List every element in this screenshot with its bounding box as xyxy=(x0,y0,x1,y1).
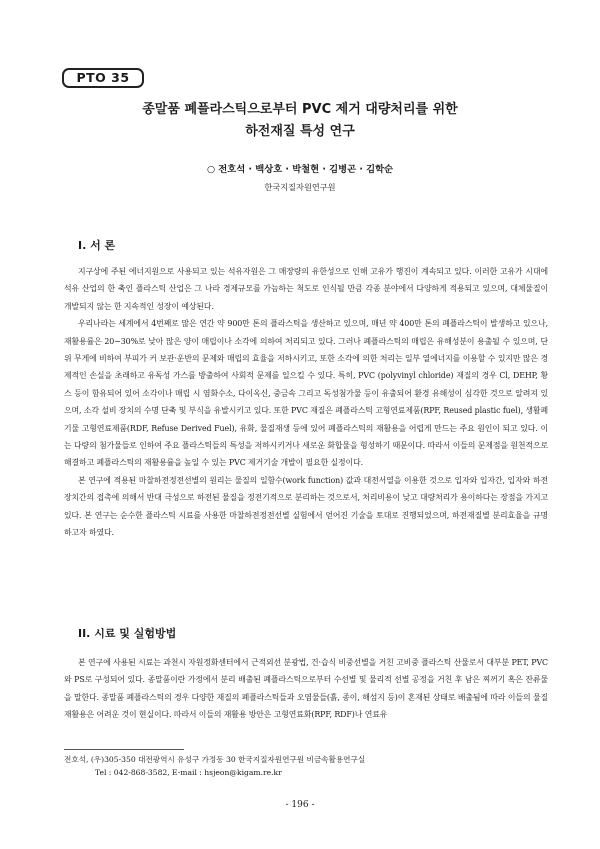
paragraph: 본 연구에 사용된 시료는 과천시 자원정화센터에서 근적외선 분광법, 건·습식 비중선별을 거친 고비중 플라스틱 산물로서 대부분 PET, PVC와 PS로 구성되어 있다. 종말품이란 가정에서 분리 배출된 폐플라스틱으로부터 수선별 및 물리적 선별 공정을 거친 후 남은 찌꺼기 혹은 잔류물을 말한다. 종말품 폐플라스틱의 경우 다양한 재질의 폐플라스틱들과 오염물들(흙, 종이, 해섬지 등)이 혼재된 상태로 배출됨에 따라 이들의 물질 재활용은 어려운 것이 현실이다. 따라서 이들의 재활용 방안은 고형연료화(RPF, RDF)나 연료유 xyxy=(64,658,548,720)
page-number: - 196 - xyxy=(285,800,315,810)
methods-body xyxy=(64,654,548,724)
affiliation: 한국지질자원연구원 xyxy=(264,182,336,192)
introduction-body xyxy=(64,263,548,542)
session-badge: PTO 35 xyxy=(62,68,144,88)
author-list: ○ 전호석 · 백상호 · 박철현 · 김병곤 · 김학순 xyxy=(206,164,394,175)
paragraph: 본 연구에 적용된 마찰하전정전선별의 원리는 물질의 일함수(work function) 값과 대전서열을 이용한 것으로 입자와 입자간, 입자와 하전장치간의 접촉에 의해서 반대 극성으로 하전된 물질을 정전기적으로 분리하는 것으로서, 처리비용이 낮고 대량처리가 용이하다는 장점을 가지고 있다. 본 연구는 순수한 플라스틱 시료를 사용한 마찰하전정전선별 실험에서 얻어진 기술을 토대로 진행되었으며, 하전재질별 분리효율을 규명하고자 하였다. xyxy=(64,475,548,538)
footnote-divider xyxy=(64,749,184,750)
section-heading-introduction: I. 서 론 xyxy=(78,239,116,252)
paragraph: 우리나라는 세계에서 4번째로 많은 연간 약 900만 톤의 플라스틱을 생산하고 있으며, 매년 약 400만 톤의 폐플라스틱이 발생하고 있으나, 재활용률은 20∼30%로 낮아 많은 양이 매립이나 소각에 의하여 처리되고 있다. 그러나 폐플라스틱의 매립은 유해성분이 용출될 수 있으며, 단위 무게에 비하여 부피가 커 보관·운반의 문제와 매립의 효율을 저하시키고, 또한 소각에 의한 처리는 일부 열에너지를 이용할 수 있지만 많은 경제적인 손실을 초래하고 유독성 가스를 방출하여 사회적 문제를 일으킬 수 있다. 특히, PVC (polyvinyl chloride) 재질의 경우 Cl, DEHP, 황스 등이 함유되어 있어 소각이나 매립 시 염화수소, 다이옥신, 중금속 그리고 독성첨가물 등이 유출되어 환경 유해성이 심각한 것으로 알려져 있으며, 소각 설비 장치의 수명 단축 및 부식을 유발시키고 있다. 또한 PVC 재질은 폐플라스틱 고형연료제품(RPF, Reused plastic fuel), 생활폐기물 고형연료제품(RDF, Refuse Derived Fuel), 유화, 물질재생 등에 있어 폐플라스틱의 재활용을 어렵게 만드는 주요 원인이 되고 있다. 이는 다량의 첨가물들로 인하여 주요 플라스틱들의 특성을 저하시키거나 새로운 화합물을 형성하기 때문이다. 따라서 이들의 문제점을 원천적으로 해결하고 폐플라스틱의 재활용률을 높일 수 있는 PVC 제거기술 개발이 필요한 실정이다. xyxy=(64,319,548,468)
footnote-address: 전호석, (우)305-350 대전광역시 유성구 가정동 30 한국지질자원연구원 비금속활용연구실 xyxy=(64,755,366,764)
paragraph: 지구상에 주된 에너지원으로 사용되고 있는 석유자원은 그 매장량의 유한성으로 인해 고유가 행진이 계속되고 있다. 이러한 고유가 시대에 석유 산업의 한 축인 플라스틱 산업은 그 나라 경제규모를 가늠하는 척도로 인식될 만큼 각종 분야에서 다양하게 적용되고 있으며, 대체물질이 개발되지 않는 한 지속적인 성장이 예상된다. xyxy=(64,267,548,311)
paper-title-line-1: 종말품 폐플라스틱으로부터 PVC 제거 대량처리를 위한 xyxy=(142,102,458,117)
footnote-contact: Tel : 042-868-3582, E-mail : hsjeon@kigam.re.kr xyxy=(95,768,282,777)
paper-title-line-2: 하전재질 특성 연구 xyxy=(245,124,355,139)
section-heading-methods: II. 시료 및 실험방법 xyxy=(78,627,177,640)
